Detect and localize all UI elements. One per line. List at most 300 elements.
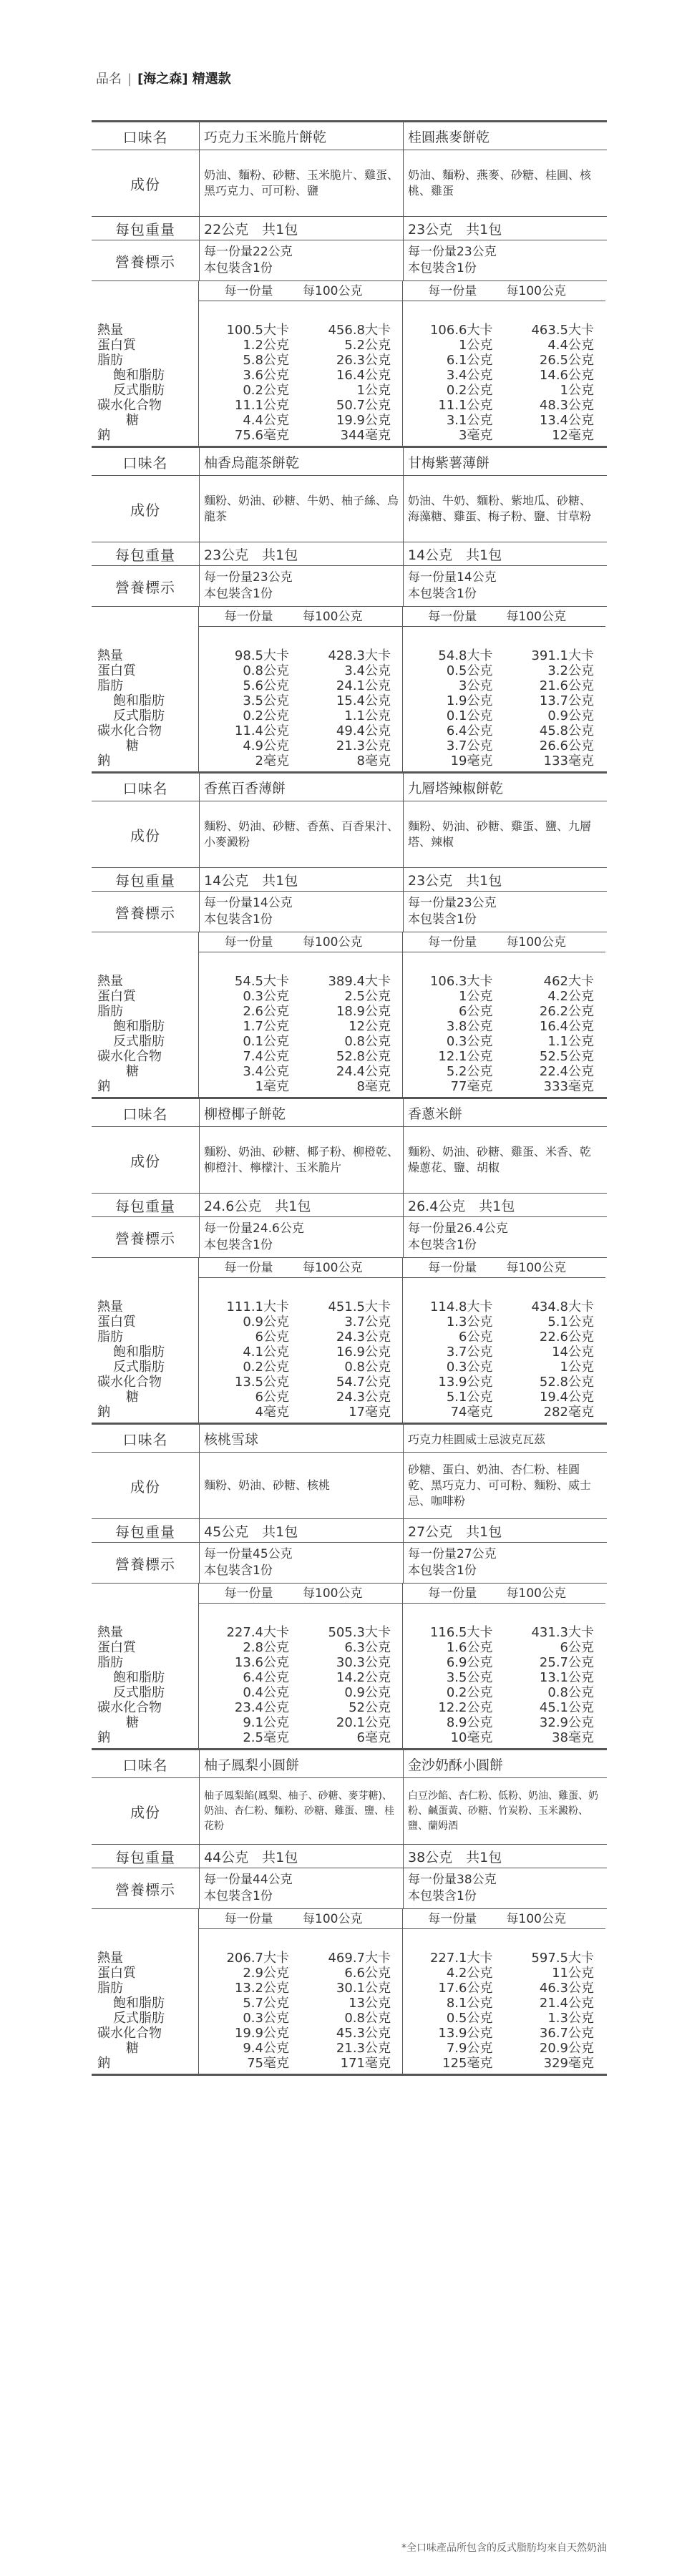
product-weight: 22公克 共1包 [204,221,298,238]
nutrition-value-row [403,1700,605,1715]
servings-count: 本包裝含1份 [408,261,477,275]
per-100g-value: 1.1公克 [344,708,391,723]
per-serving-header: 每一份量 [428,1586,477,1601]
servings-count: 本包裝含1份 [408,912,477,927]
per-100g-header: 每100公克 [303,610,363,624]
serving-size: 每一份量45公克 [204,1547,293,1561]
per-serving-value: 5.2公克 [446,1064,493,1079]
trans-fat-label: 反式脂肪 [113,1685,165,1700]
serving-size: 每一份量26.4公克 [408,1221,508,1236]
product-weight: 23公克 共1包 [204,547,298,563]
per-100g-header: 每100公克 [303,1261,363,1275]
weight-label: 每包重量 [92,1194,200,1216]
nutrition-column-header [199,1909,402,1929]
per-100g-value: 1公克 [356,383,391,398]
ingredients-row [92,1778,607,1845]
per-100g-value: 45.1公克 [539,1700,594,1715]
per-100g-value: 389.4大卡 [328,974,391,989]
product-name: 巧克力玉米脆片餅乾 [204,129,327,145]
per-serving-value: 8.9公克 [446,1715,493,1730]
nutrition-value-row [199,2011,402,2026]
per-serving-value: 6公克 [255,1330,289,1345]
per-serving-value: 6.4公克 [243,1670,289,1685]
per-100g-value: 21.3公克 [336,2041,391,2056]
nutrition-value-row [403,738,605,753]
nutrition-column-header [199,932,402,952]
per-serving-value: 0.3公克 [243,2011,289,2026]
per-serving-value: 77毫克 [450,1079,493,1094]
nutrition-value-row [199,1655,402,1670]
nutrition-value-row [403,1981,605,1996]
per-serving-value: 12.1公克 [438,1049,493,1064]
serving-label: 營養標示 [92,1217,200,1257]
calories-label: 熱量 [97,1951,123,1966]
nutrition-value-row [403,974,605,989]
per-serving-value: 4.2公克 [446,1966,493,1981]
nutrition-value-row [199,1685,402,1700]
product-nutrition [402,607,605,771]
per-serving-value: 13.9公克 [438,2026,493,2041]
weight-row [92,1194,607,1217]
per-serving-value: 111.1大卡 [226,1299,289,1314]
product-ingredients: 砂糖、蛋白、奶油、杏仁粉、桂圓乾、黑巧克力、可可粉、麵粉、威士忌、咖啡粉 [403,1453,606,1518]
per-serving-value: 3.1公克 [446,413,493,428]
product-serving [200,566,403,606]
carbs-label: 碳水化合物 [97,398,162,413]
fat-label: 脂肪 [97,1655,123,1670]
nutrition-row [92,932,607,1097]
nutrition-column-header [199,281,402,301]
nutrition-value-row [199,708,402,723]
protein-label: 蛋白質 [97,1314,136,1330]
per-100g-value: 391.1大卡 [531,648,594,663]
nutrition-value-row [403,353,605,368]
trans-fat-label: 反式脂肪 [113,2011,165,2026]
per-serving-value: 8.1公克 [446,1996,493,2011]
nutrient-labels [92,1584,199,1748]
per-100g-value: 15.4公克 [336,693,391,708]
nutrition-value-row [199,1730,402,1745]
nutrition-value-row [199,738,402,753]
nutrition-row [92,1584,607,1748]
ingredients-label: 成份 [92,1778,200,1844]
nutrition-column-header [403,607,605,627]
nutrition-value-row [403,663,605,678]
per-serving-value: 13.6公克 [234,1655,289,1670]
per-100g-header: 每100公克 [506,610,566,624]
nutrition-value-row [199,1996,402,2011]
trans-fat-label: 反式脂肪 [113,708,165,723]
per-serving-value: 0.3公克 [243,989,289,1004]
per-serving-value: 1.2公克 [243,338,289,353]
serving-size: 每一份量24.6公克 [204,1221,304,1236]
ingredients-label: 成份 [92,801,200,867]
per-serving-value: 227.4大卡 [226,1625,289,1640]
per-100g-value: 463.5大卡 [531,323,594,338]
serving-row [92,1868,607,1909]
trans-fat-label: 反式脂肪 [113,1034,165,1049]
per-serving-value: 2.8公克 [243,1640,289,1655]
per-serving-value: 1.7公克 [243,1019,289,1034]
per-serving-value: 0.2公克 [243,383,289,398]
per-serving-value: 17.6公克 [438,1981,493,1996]
nutrition-values [403,952,605,1094]
nutrition-value-row [199,1670,402,1685]
per-100g-value: 6公克 [560,1640,594,1655]
per-100g-header: 每100公克 [303,1586,363,1601]
per-100g-value: 17毫克 [349,1405,391,1420]
nutrition-value-row [403,648,605,663]
carbs-label: 碳水化合物 [97,723,162,738]
weight-label: 每包重量 [92,1519,200,1542]
per-serving-header: 每一份量 [224,1261,273,1275]
per-100g-value: 24.4公克 [336,1064,391,1079]
serving-label: 營養標示 [92,1543,200,1583]
nutrition-values [403,301,605,443]
per-serving-value: 6公克 [459,1330,493,1345]
per-serving-value: 2毫克 [255,753,289,769]
nutrition-value-row [403,1996,605,2011]
nutrition-value-row [199,338,402,353]
per-serving-header: 每一份量 [224,935,273,950]
product-ingredients: 麵粉、奶油、砂糖、核桃 [204,1478,331,1492]
per-100g-header: 每100公克 [303,1912,363,1926]
per-serving-value: 1.9公克 [446,693,493,708]
per-100g-value: 5.1公克 [547,1314,594,1330]
per-100g-value: 22.4公克 [539,1064,594,1079]
per-serving-value: 12.2公克 [438,1700,493,1715]
per-serving-value: 11.1公克 [438,398,493,413]
nutrition-value-row [199,1625,402,1640]
per-100g-value: 3.7公克 [344,1314,391,1330]
sugar-label: 糖 [126,1390,139,1405]
ingredients-row [92,1453,607,1519]
per-serving-value: 227.1大卡 [429,1951,493,1966]
per-100g-value: 24.3公克 [336,1330,391,1345]
nutrition-value-row [199,1034,402,1049]
product-name: 香蕉百香薄餅 [204,780,286,796]
servings-count: 本包裝含1份 [408,1238,477,1252]
nutrition-value-row [199,1390,402,1405]
per-serving-header: 每一份量 [428,1261,477,1275]
per-serving-value: 3.5公克 [243,693,289,708]
per-100g-value: 50.7公克 [336,398,391,413]
per-100g-value: 171毫克 [340,2056,391,2071]
per-100g-value: 0.9公克 [547,708,594,723]
sugar-label: 糖 [126,738,139,753]
servings-count: 本包裝含1份 [204,1238,273,1252]
sat-fat-label: 飽和脂肪 [113,1996,165,2011]
protein-label: 蛋白質 [97,989,136,1004]
nutrition-values [403,627,605,769]
per-serving-value: 5.6公克 [243,678,289,693]
weight-row [92,1519,607,1543]
nutrition-value-row [199,1951,402,1966]
per-serving-value: 0.8公克 [243,663,289,678]
sat-fat-label: 飽和脂肪 [113,1345,165,1360]
serving-row [92,566,607,607]
per-serving-value: 5.1公克 [446,1390,493,1405]
per-serving-value: 1.3公克 [446,1314,493,1330]
protein-label: 蛋白質 [97,338,136,353]
per-serving-value: 1.6公克 [446,1640,493,1655]
nutrition-value-row [199,974,402,989]
nutrition-value-row [403,753,605,769]
serving-row [92,892,607,932]
nutrition-value-row [403,1966,605,1981]
per-100g-value: 0.9公克 [344,1685,391,1700]
nutrition-value-row [403,2011,605,2026]
per-100g-value: 344毫克 [340,428,391,443]
sat-fat-label: 飽和脂肪 [113,1019,165,1034]
nutrient-labels [92,1909,199,2074]
servings-count: 本包裝含1份 [204,1563,273,1578]
nutrition-value-row [199,383,402,398]
per-serving-value: 114.8大卡 [429,1299,493,1314]
per-100g-value: 38毫克 [552,1730,594,1745]
per-serving-value: 116.5大卡 [429,1625,493,1640]
nutrition-value-row [403,2026,605,2041]
per-100g-value: 469.7大卡 [328,1951,391,1966]
per-100g-value: 1.3公克 [547,2011,594,2026]
per-100g-value: 48.3公克 [539,398,594,413]
product-serving [200,1868,403,1908]
nutrition-value-row [199,693,402,708]
product-block [92,1423,607,1748]
weight-row [92,868,607,892]
per-serving-value: 7.4公克 [243,1049,289,1064]
nutrition-value-row [199,398,402,413]
nutrition-value-row [403,989,605,1004]
serving-size: 每一份量23公克 [204,570,293,585]
per-100g-value: 6毫克 [356,1730,391,1745]
per-100g-value: 434.8大卡 [531,1299,594,1314]
per-serving-value: 74毫克 [450,1405,493,1420]
per-serving-value: 4毫克 [255,1405,289,1420]
per-serving-value: 0.5公克 [446,2011,493,2026]
nutrition-value-row [403,1625,605,1640]
nutrition-value-row [199,723,402,738]
per-serving-value: 3.8公克 [446,1019,493,1034]
per-100g-value: 13公克 [349,1996,391,2011]
name-row [92,1750,607,1778]
nutrition-value-row [403,1314,605,1330]
per-100g-value: 333毫克 [543,1079,594,1094]
nutrition-value-row [403,1004,605,1019]
per-100g-value: 52.8公克 [336,1049,391,1064]
per-serving-value: 3.4公克 [446,368,493,383]
nutrition-value-row [403,2041,605,2056]
product-weight: 27公克 共1包 [403,1519,606,1542]
ingredients-row [92,150,607,217]
nutrition-value-row [199,1330,402,1345]
nutrition-value-row [199,1079,402,1094]
per-serving-value: 6公克 [459,1004,493,1019]
nutrition-value-row [403,398,605,413]
nutrition-value-row [199,1314,402,1330]
nutrition-value-row [403,383,605,398]
per-serving-header: 每一份量 [428,935,477,950]
per-100g-value: 21.6公克 [539,678,594,693]
heading-label: 品名 [96,72,122,87]
product-name: 柳橙椰子餅乾 [204,1106,286,1122]
sodium-label: 鈉 [97,428,110,443]
product-ingredients: 麵粉、奶油、砂糖、雞蛋、米香、乾燥蔥花、鹽、胡椒 [403,1127,606,1193]
calories-label: 熱量 [97,1299,123,1314]
nutrition-value-row [403,1330,605,1345]
nutrition-value-row [403,1064,605,1079]
per-100g-value: 45.8公克 [539,723,594,738]
serving-label: 營養標示 [92,1868,200,1908]
serving-label: 營養標示 [92,892,200,932]
product-serving [403,566,606,606]
product-nutrition [402,1909,605,2074]
per-100g-value: 52.5公克 [539,1049,594,1064]
product-weight: 23公克 共1包 [403,868,606,891]
per-serving-value: 9.1公克 [243,1715,289,1730]
product-block [92,446,607,771]
per-serving-value: 4.9公克 [243,738,289,753]
product-serving [403,240,606,280]
per-serving-value: 13.9公克 [438,1375,493,1390]
per-100g-value: 14.2公克 [336,1670,391,1685]
per-100g-value: 52.8公克 [539,1375,594,1390]
per-100g-value: 19.4公克 [539,1390,594,1405]
nutrient-labels [92,932,199,1097]
per-100g-value: 18.9公克 [336,1004,391,1019]
weight-label: 每包重量 [92,542,200,565]
per-serving-value: 0.1公克 [243,1034,289,1049]
servings-count: 本包裝含1份 [204,1889,273,1903]
nutrition-values [199,1929,402,2071]
product-name: 巧克力桂圓威士忌波克瓦茲 [403,1425,606,1452]
per-100g-value: 30.1公克 [336,1981,391,1996]
per-100g-value: 2.5公克 [344,989,391,1004]
per-serving-value: 0.2公克 [446,383,493,398]
carbs-label: 碳水化合物 [97,2026,162,2041]
trans-fat-label: 反式脂肪 [113,383,165,398]
per-serving-value: 3.7公克 [446,738,493,753]
per-serving-value: 2.5毫克 [243,1730,289,1745]
product-name: 桂圓燕麥餅乾 [403,122,606,150]
per-serving-value: 0.5公克 [446,663,493,678]
per-serving-value: 4.4公克 [243,413,289,428]
nutrition-value-row [403,323,605,338]
per-serving-value: 0.3公克 [446,1034,493,1049]
product-nutrition [402,1258,605,1423]
nutrition-value-row [199,323,402,338]
nutrition-values [199,952,402,1094]
per-serving-value: 3.4公克 [243,1064,289,1079]
sat-fat-label: 飽和脂肪 [113,693,165,708]
sat-fat-label: 飽和脂肪 [113,368,165,383]
ingredients-label: 成份 [92,476,200,542]
per-100g-value: 5.2公克 [344,338,391,353]
product-ingredients: 奶油、麵粉、砂糖、玉米脆片、雞蛋、黑巧克力、可可粉、鹽 [204,168,399,197]
per-serving-header: 每一份量 [428,1912,477,1926]
per-serving-value: 6.4公克 [446,723,493,738]
per-100g-value: 45.3公克 [336,2026,391,2041]
nutrition-sheet [92,120,607,2076]
product-nutrition [199,1584,402,1748]
product-ingredients: 白豆沙餡、杏仁粉、低粉、奶油、雞蛋、奶粉、鹹蛋黃、砂糖、竹炭粉、玉米澱粉、鹽、蘭姆酒 [403,1778,606,1844]
nutrition-values [403,1604,605,1745]
per-100g-value: 22.6公克 [539,1330,594,1345]
per-100g-value: 451.5大卡 [328,1299,391,1314]
nutrition-row [92,1909,607,2074]
per-serving-header: 每一份量 [224,1912,273,1926]
nutrition-value-row [403,1715,605,1730]
per-100g-value: 11公克 [552,1966,594,1981]
product-name: 金沙奶酥小圓餅 [403,1750,606,1777]
per-100g-value: 282毫克 [543,1405,594,1420]
per-serving-value: 106.6大卡 [429,323,493,338]
per-100g-value: 46.3公克 [539,1981,594,1996]
product-nutrition [402,281,605,446]
per-100g-header: 每100公克 [506,935,566,950]
sodium-label: 鈉 [97,1730,110,1745]
per-100g-value: 13.1公克 [539,1670,594,1685]
nutrition-value-row [403,1951,605,1966]
nutrition-row [92,607,607,771]
per-100g-value: 14.6公克 [539,368,594,383]
servings-count: 本包裝含1份 [408,1889,477,1903]
per-100g-value: 12毫克 [552,428,594,443]
nutrition-column-header [403,932,605,952]
nutrition-value-row [199,1715,402,1730]
per-100g-header: 每100公克 [303,935,363,950]
weight-row [92,542,607,566]
sugar-label: 糖 [126,1715,139,1730]
per-100g-value: 14公克 [552,1345,594,1360]
sugar-label: 糖 [126,1064,139,1079]
nutrition-values [199,301,402,443]
per-100g-value: 26.5公克 [539,353,594,368]
per-serving-value: 6公克 [255,1390,289,1405]
per-serving-value: 9.4公克 [243,2041,289,2056]
per-100g-header: 每100公克 [506,1912,566,1926]
nutrition-value-row [403,413,605,428]
per-100g-value: 26.3公克 [336,353,391,368]
per-100g-value: 21.4公克 [539,1996,594,2011]
nutrition-value-row [199,1019,402,1034]
per-100g-value: 3.2公克 [547,663,594,678]
protein-label: 蛋白質 [97,1640,136,1655]
product-block [92,771,607,1097]
product-name: 柚子鳳梨小圓餅 [204,1757,300,1773]
per-serving-value: 0.9公克 [243,1314,289,1330]
per-100g-header: 每100公克 [506,1261,566,1275]
product-ingredients: 麵粉、奶油、砂糖、香蕉、百香果汁、小麥澱粉 [204,819,399,849]
nutrition-column-header [199,607,402,627]
product-serving [200,892,403,932]
ingredients-row [92,476,607,542]
product-serving [200,1543,403,1583]
per-serving-value: 3公克 [459,678,493,693]
product-serving [403,892,606,932]
per-100g-value: 3.4公克 [344,663,391,678]
per-100g-value: 30.3公克 [336,1655,391,1670]
name-row [92,1425,607,1453]
per-100g-value: 19.9公克 [336,413,391,428]
nutrition-value-row [403,1670,605,1685]
per-serving-header: 每一份量 [224,284,273,298]
nutrient-labels [92,281,199,446]
nutrition-value-row [403,1730,605,1745]
per-serving-value: 75.6毫克 [234,428,289,443]
serving-row [92,1217,607,1258]
nutrition-value-row [199,413,402,428]
